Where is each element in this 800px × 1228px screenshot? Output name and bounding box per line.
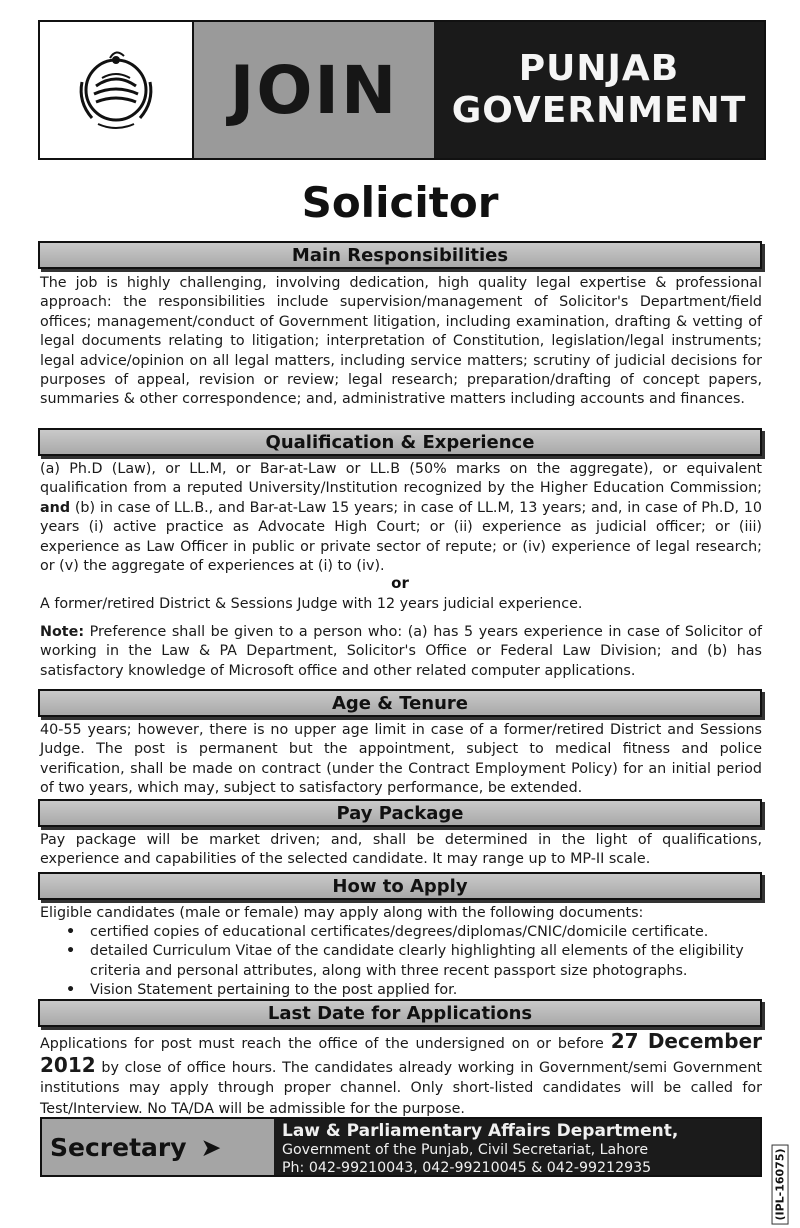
qualification-text-b: (b) in case of LL.B., and Bar-at-Law 15 years; in case of LL.M, 13 years; and, in case of Ph.D, 10 years (i) active practice as Advocate High Court; or (ii) experience as judicial officer; or (iii) experience as Law Officer in public or private sector of repute; or (iv) experience of legal research; or (v) the aggregate of experiences at (i) to (iv).	[40, 499, 763, 575]
pay-text: Pay package will be market driven; and, shall be determined in the light of qualifications, experience and capabilities of the selected candidate. It may range up to MP-II scale.	[40, 832, 762, 868]
department-address: Government of the Punjab, Civil Secretariat, Lahore	[282, 1142, 649, 1158]
last-date-text	[40, 1031, 762, 1119]
note-text	[40, 623, 762, 681]
note-body: Preference shall be given to a person who: (a) has 5 years experience in case of Solicitor of working in the Law & PA Department, Solicitor's Office or Federal Law Division; and (b) has satisfactory knowledge of Microsoft office and other related computer applications.	[40, 624, 762, 679]
secretary-panel	[42, 1119, 274, 1175]
last-date-pre: Applications for post must reach the office of the undersigned on or before	[40, 1036, 604, 1052]
section-heading-pay: Pay Package	[38, 799, 762, 827]
secretary-label: Secretary	[50, 1132, 187, 1162]
qualification-text-a: (a) Ph.D (Law), or LL.M, or Bar-at-Law or LL.B (50% marks on the aggregate), or equivalent qualification from a reputed University/Institution recognized by the Higher Education Commission;	[40, 461, 762, 497]
qualification-text	[40, 460, 762, 576]
arrow-right-icon: ➤	[200, 1132, 222, 1162]
department-phone: Ph: 042-99210043, 042-99210045 & 042-99212935	[282, 1160, 652, 1176]
government-title-line2: GOVERNMENT	[451, 90, 747, 131]
section-heading-age: Age & Tenure	[38, 689, 762, 717]
deadline-date: 27 December 2012	[40, 1029, 762, 1077]
government-title	[434, 22, 764, 158]
responsibilities-text: The job is highly challenging, involving dedication, high quality legal expertise & professional approach: the responsibilities include supervision/management of Solicitor's Department/field offices; management/conduct of Government litigation, including examination, drafting & vetting of legal documents relating to litigation; interpretation of Constitution, legislation/legal instruments; legal advice/opinion on all legal matters, including service matters; scrutiny of judicial decisions for purposes of appeal, revision or review; legal research; preparation/drafting of concept papers, summaries & other correspondence; and, administrative matters including accounts and finances.	[40, 275, 762, 408]
list-item: • certified copies of educational certificates/degrees/diplomas/CNIC/domicile certificate.	[66, 924, 709, 940]
job-title: Solicitor	[301, 178, 499, 227]
list-item: • detailed Curriculum Vitae of the candidate clearly highlighting all elements of the eligibility criteria and personal attributes, along with three recent passport size photographs.	[66, 943, 744, 979]
punjab-government-emblem-icon	[68, 42, 164, 138]
government-title-line1: PUNJAB	[518, 48, 680, 89]
or-separator: or	[391, 574, 409, 592]
apply-intro: Eligible candidates (male or female) may apply along with the following documents:	[40, 905, 644, 921]
list-item: • Vision Statement pertaining to the post applied for.	[66, 982, 458, 999]
qualification-and: and	[40, 499, 71, 516]
age-text: 40-55 years; however, there is no upper age limit in case of a former/retired District and Sessions Judge. The post is permanent but the appointment, subject to medical fitness and police verification, shall be made on contract (under the Contract Employment Policy) for an initial period of two years, which may, subject to satisfactory performance, be extended.	[40, 722, 762, 797]
department-panel	[274, 1119, 760, 1175]
note-label: Note:	[40, 624, 85, 640]
section-heading-last-date: Last Date for Applications	[38, 999, 762, 1027]
document-list	[40, 923, 762, 1001]
logo-panel	[40, 22, 194, 158]
reference-code: (IPL-16075)	[760, 1144, 800, 1224]
last-date-post: by close of office hours. The candidates already working in Government/semi Government institutions may apply through proper channel. Only short-listed candidates will be called for Test/Interview. No TA/DA will be admissible for the purpose.	[40, 1059, 762, 1117]
header-banner	[38, 20, 766, 160]
section-heading-qualification: Qualification & Experience	[38, 428, 762, 456]
alternate-qualification: A former/retired District & Sessions Judge with 12 years judicial experience.	[40, 596, 583, 612]
department-name: Law & Parliamentary Affairs Department,	[282, 1121, 679, 1141]
section-heading-apply: How to Apply	[38, 872, 762, 900]
section-heading-responsibilities: Main Responsibilities	[38, 241, 762, 269]
join-text: JOIN	[194, 22, 434, 158]
footer-contact	[40, 1117, 762, 1177]
